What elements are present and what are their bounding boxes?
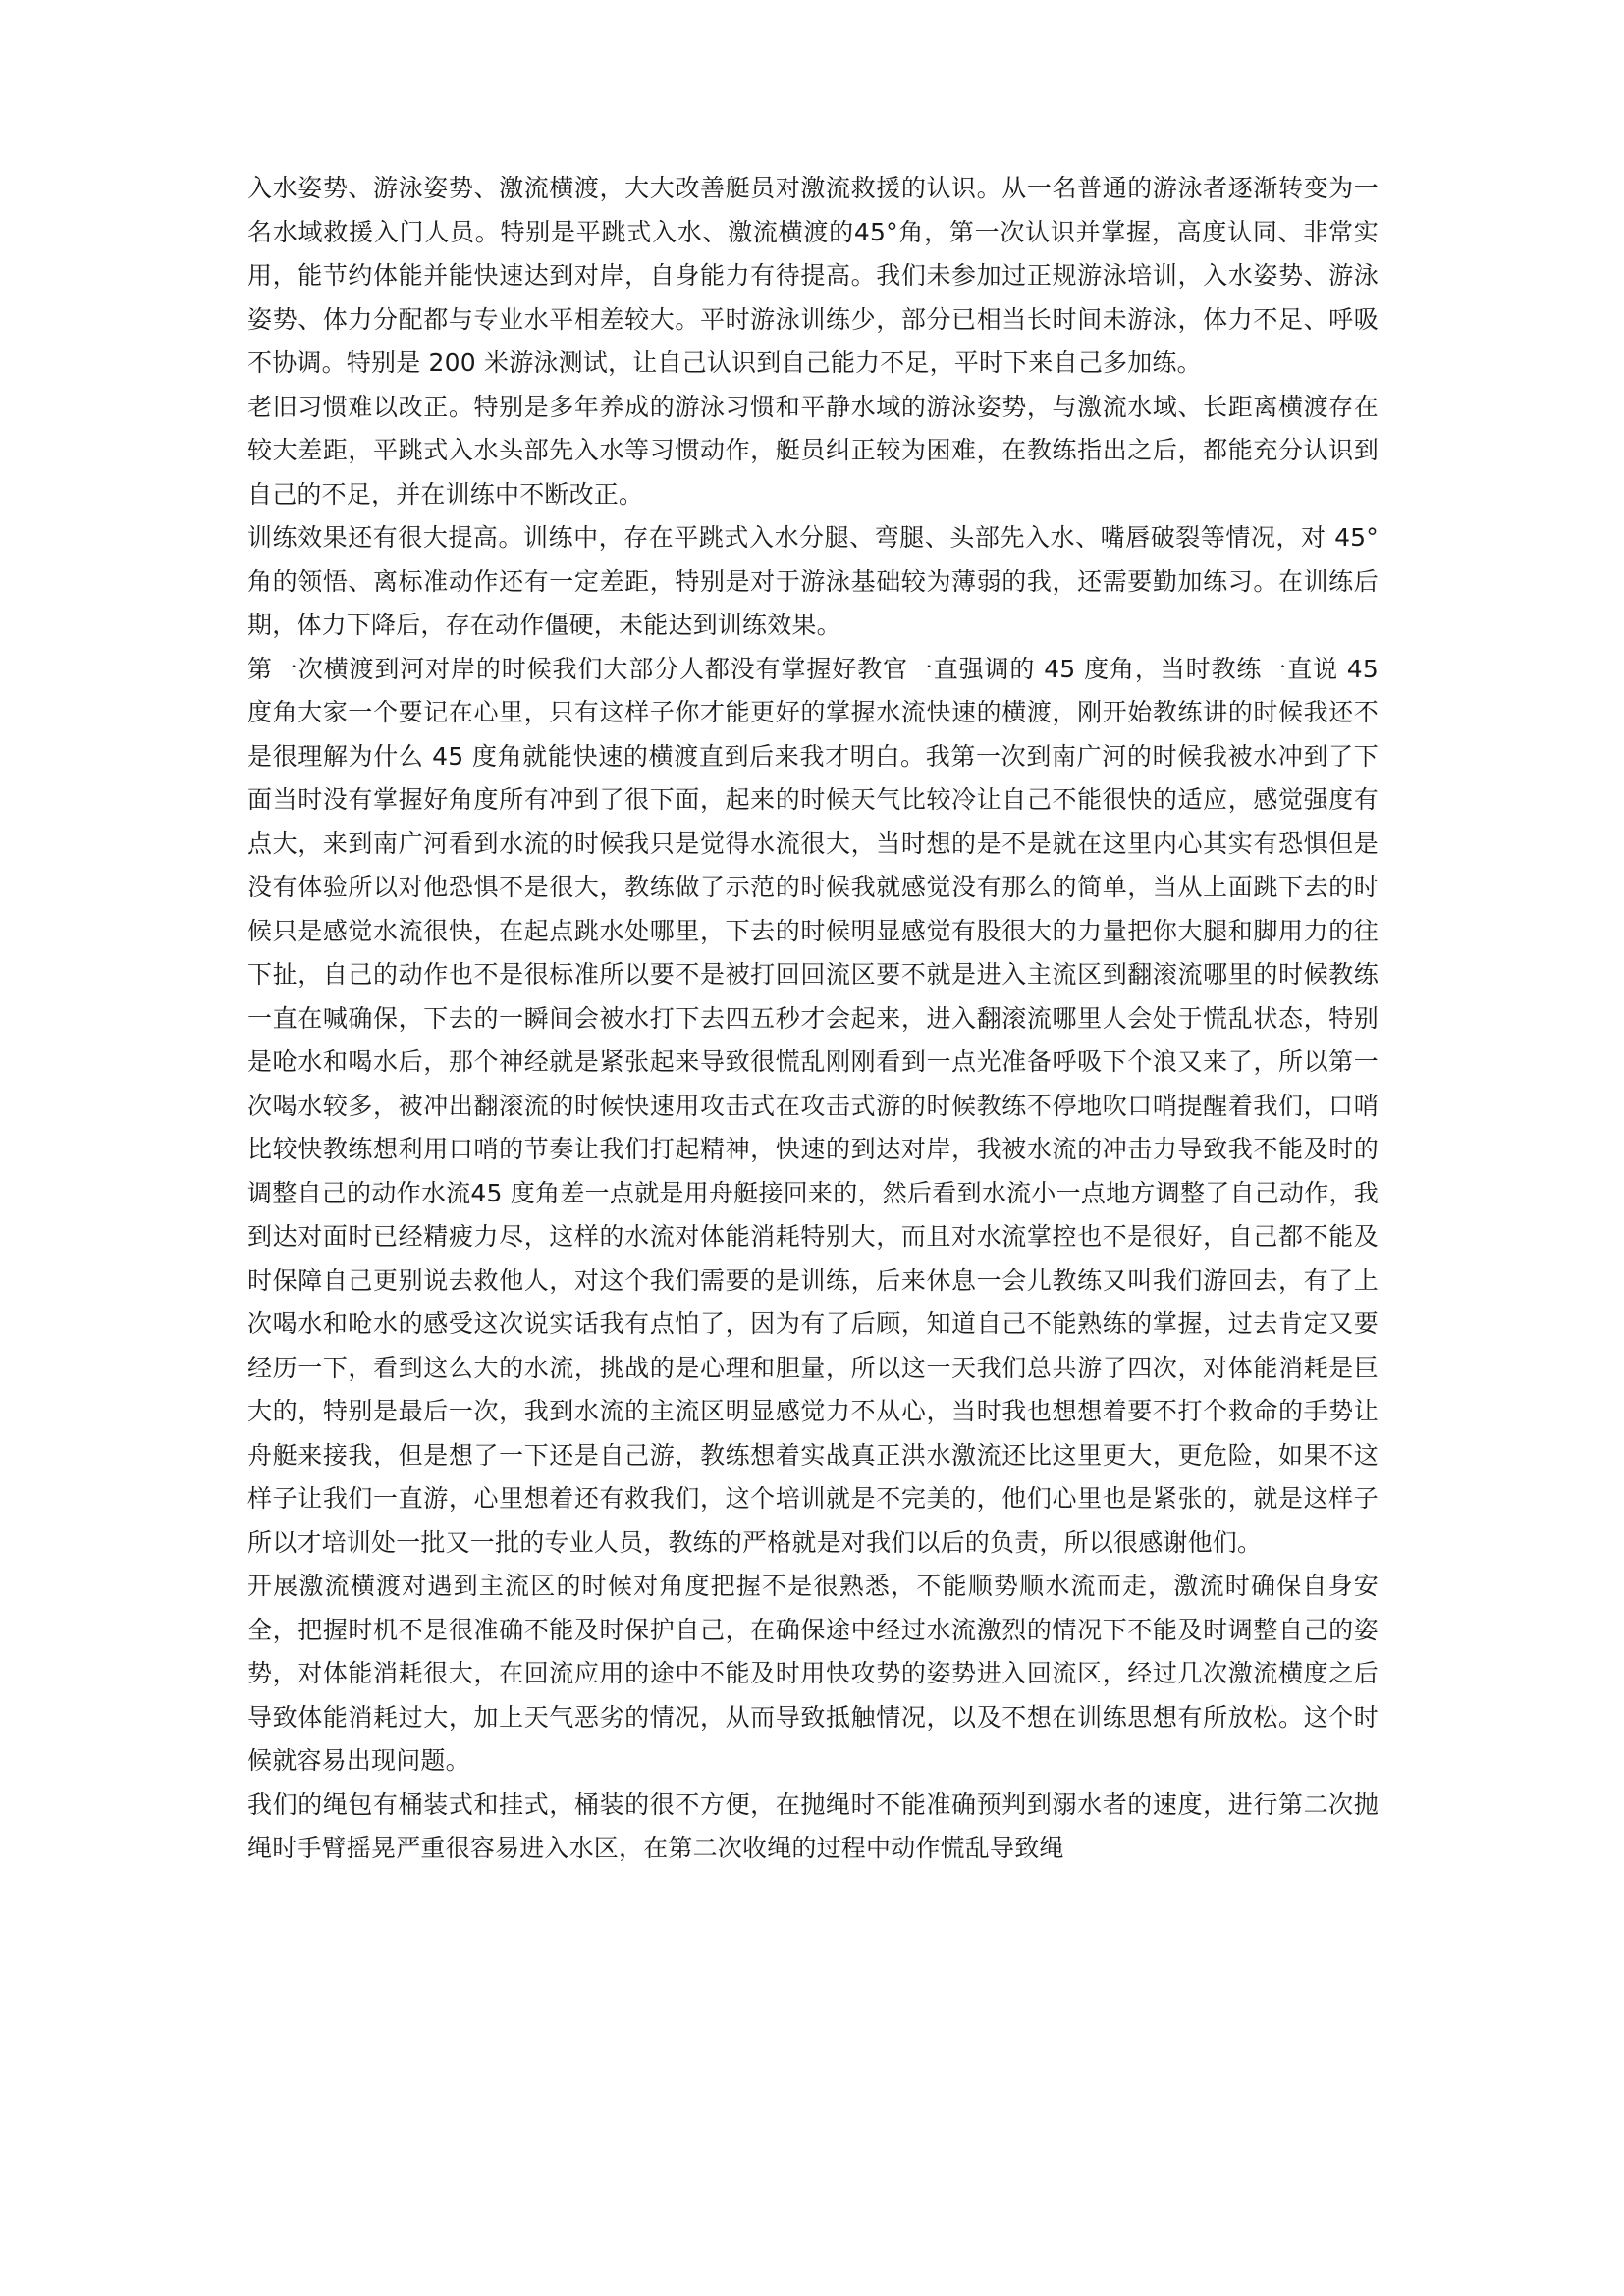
paragraph-2: 老旧习惯难以改正。特别是多年养成的游泳习惯和平静水域的游泳姿势，与激流水域、长距离横渡存在较大差距，平跳式入水头部先入水等习惯动作，艇员纠正较为困难，在教练指出之后，都能充分认识到自己的不足，并在训练中不断改正。	[247, 392, 1379, 508]
paragraph-6: 我们的绳包有桶装式和挂式，桶装的很不方便，在抛绳时不能准确预判到溺水者的速度，进行第二次抛绳时手臂摇晃严重很容易进入水区，在第二次收绳的过程中动作慌乱导致绳	[247, 1789, 1379, 1862]
paragraph-3: 训练效果还有很大提高。训练中，存在平跳式入水分腿、弯腿、头部先入水、嘴唇破裂等情况，对 45°角的领悟、离标准动作还有一定差距，特别是对于游泳基础较为薄弱的我，还需要勤加练习。在训练后期，体力下降后，存在动作僵硬，未能达到训练效果。	[247, 523, 1379, 639]
document-body	[247, 167, 1379, 1871]
paragraph-1: 入水姿势、游泳姿势、激流横渡，大大改善艇员对激流救援的认识。从一名普通的游泳者逐渐转变为一名水域救援入门人员。特别是平跳式入水、激流横渡的45°角，第一次认识并掌握，高度认同、非常实用，能节约体能并能快速达到对岸，自身能力有待提高。我们未参加过正规游泳培训，入水姿势、游泳姿势、体力分配都与专业水平相差较大。平时游泳训练少，部分已相当长时间未游泳，体力不足、呼吸不协调。特别是 200 米游泳测试，让自己认识到自己能力不足，平时下来自己多加练。	[247, 174, 1379, 377]
paragraph-5: 开展激流横渡对遇到主流区的时候对角度把握不是很熟悉，不能顺势顺水流而走，激流时确保自身安全，把握时机不是很准确不能及时保护自己，在确保途中经过水流激烈的情况下不能及时调整自己的姿势，对体能消耗很大，在回流应用的途中不能及时用快攻势的姿势进入回流区，经过几次激流横度之后导致体能消耗过大，加上天气恶劣的情况，从而导致抵触情况，以及不想在训练思想有所放松。这个时候就容易出现问题。	[247, 1572, 1379, 1775]
paragraph-4: 第一次横渡到河对岸的时候我们大部分人都没有掌握好教官一直强调的 45 度角，当时教练一直说 45 度角大家一个要记在心里，只有这样子你才能更好的掌握水流快速的横渡，刚开始教练讲的时候我还不是很理解为什么 45 度角就能快速的横渡直到后来我才明白。我第一次到南广河的时候我被水冲到了下面当时没有掌握好角度所有冲到了很下面，起来的时候天气比较冷让自己不能很快的适应，感觉强度有点大，来到南广河看到水流的时候我只是觉得水流很大，当时想的是不是就在这里内心其实有恐惧但是没有体验所以对他恐惧不是很大，教练做了示范的时候我就感觉没有那么的简单，当从上面跳下去的时候只是感觉水流很快，在起点跳水处哪里，下去的时候明显感觉有股很大的力量把你大腿和脚用力的往下扯，自己的动作也不是很标准所以要不是被打回回流区要不就是进入主流区到翻滚流哪里的时候教练一直在喊确保，下去的一瞬间会被水打下去四五秒才会起来，进入翻滚流哪里人会处于慌乱状态，特别是呛水和喝水后，那个神经就是紧张起来导致很慌乱刚刚看到一点光准备呼吸下个浪又来了，所以第一次喝水较多，被冲出翻滚流的时候快速用攻击式在攻击式游的时候教练不停地吹口哨提醒着我们，口哨比较快教练想利用口哨的节奏让我们打起精神，快速的到达对岸，我被水流的冲击力导致我不能及时的调整自己的动作水流45 度角差一点就是用舟艇接回来的，然后看到水流小一点地方调整了自己动作，我到达对面时已经精疲力尽，这样的水流对体能消耗特别大，而且对水流掌控也不是很好，自己都不能及时保障自己更别说去救他人，对这个我们需要的是训练，后来休息一会儿教练又叫我们游回去，有了上次喝水和呛水的感受这次说实话我有点怕了，因为有了后顾，知道自己不能熟练的掌握，过去肯定又要经历一下，看到这么大的水流，挑战的是心理和胆量，所以这一天我们总共游了四次，对体能消耗是巨大的，特别是最后一次，我到水流的主流区明显感觉力不从心，当时我也想想着要不打个救命的手势让舟艇来接我，但是想了一下还是自己游，教练想着实战真正洪水激流还比这里更大，更危险，如果不这样子让我们一直游，心里想着还有救我们，这个培训就是不完美的，他们心里也是紧张的，就是这样子所以才培训处一批又一批的专业人员，教练的严格就是对我们以后的负责，所以很感谢他们。	[247, 654, 1379, 1557]
